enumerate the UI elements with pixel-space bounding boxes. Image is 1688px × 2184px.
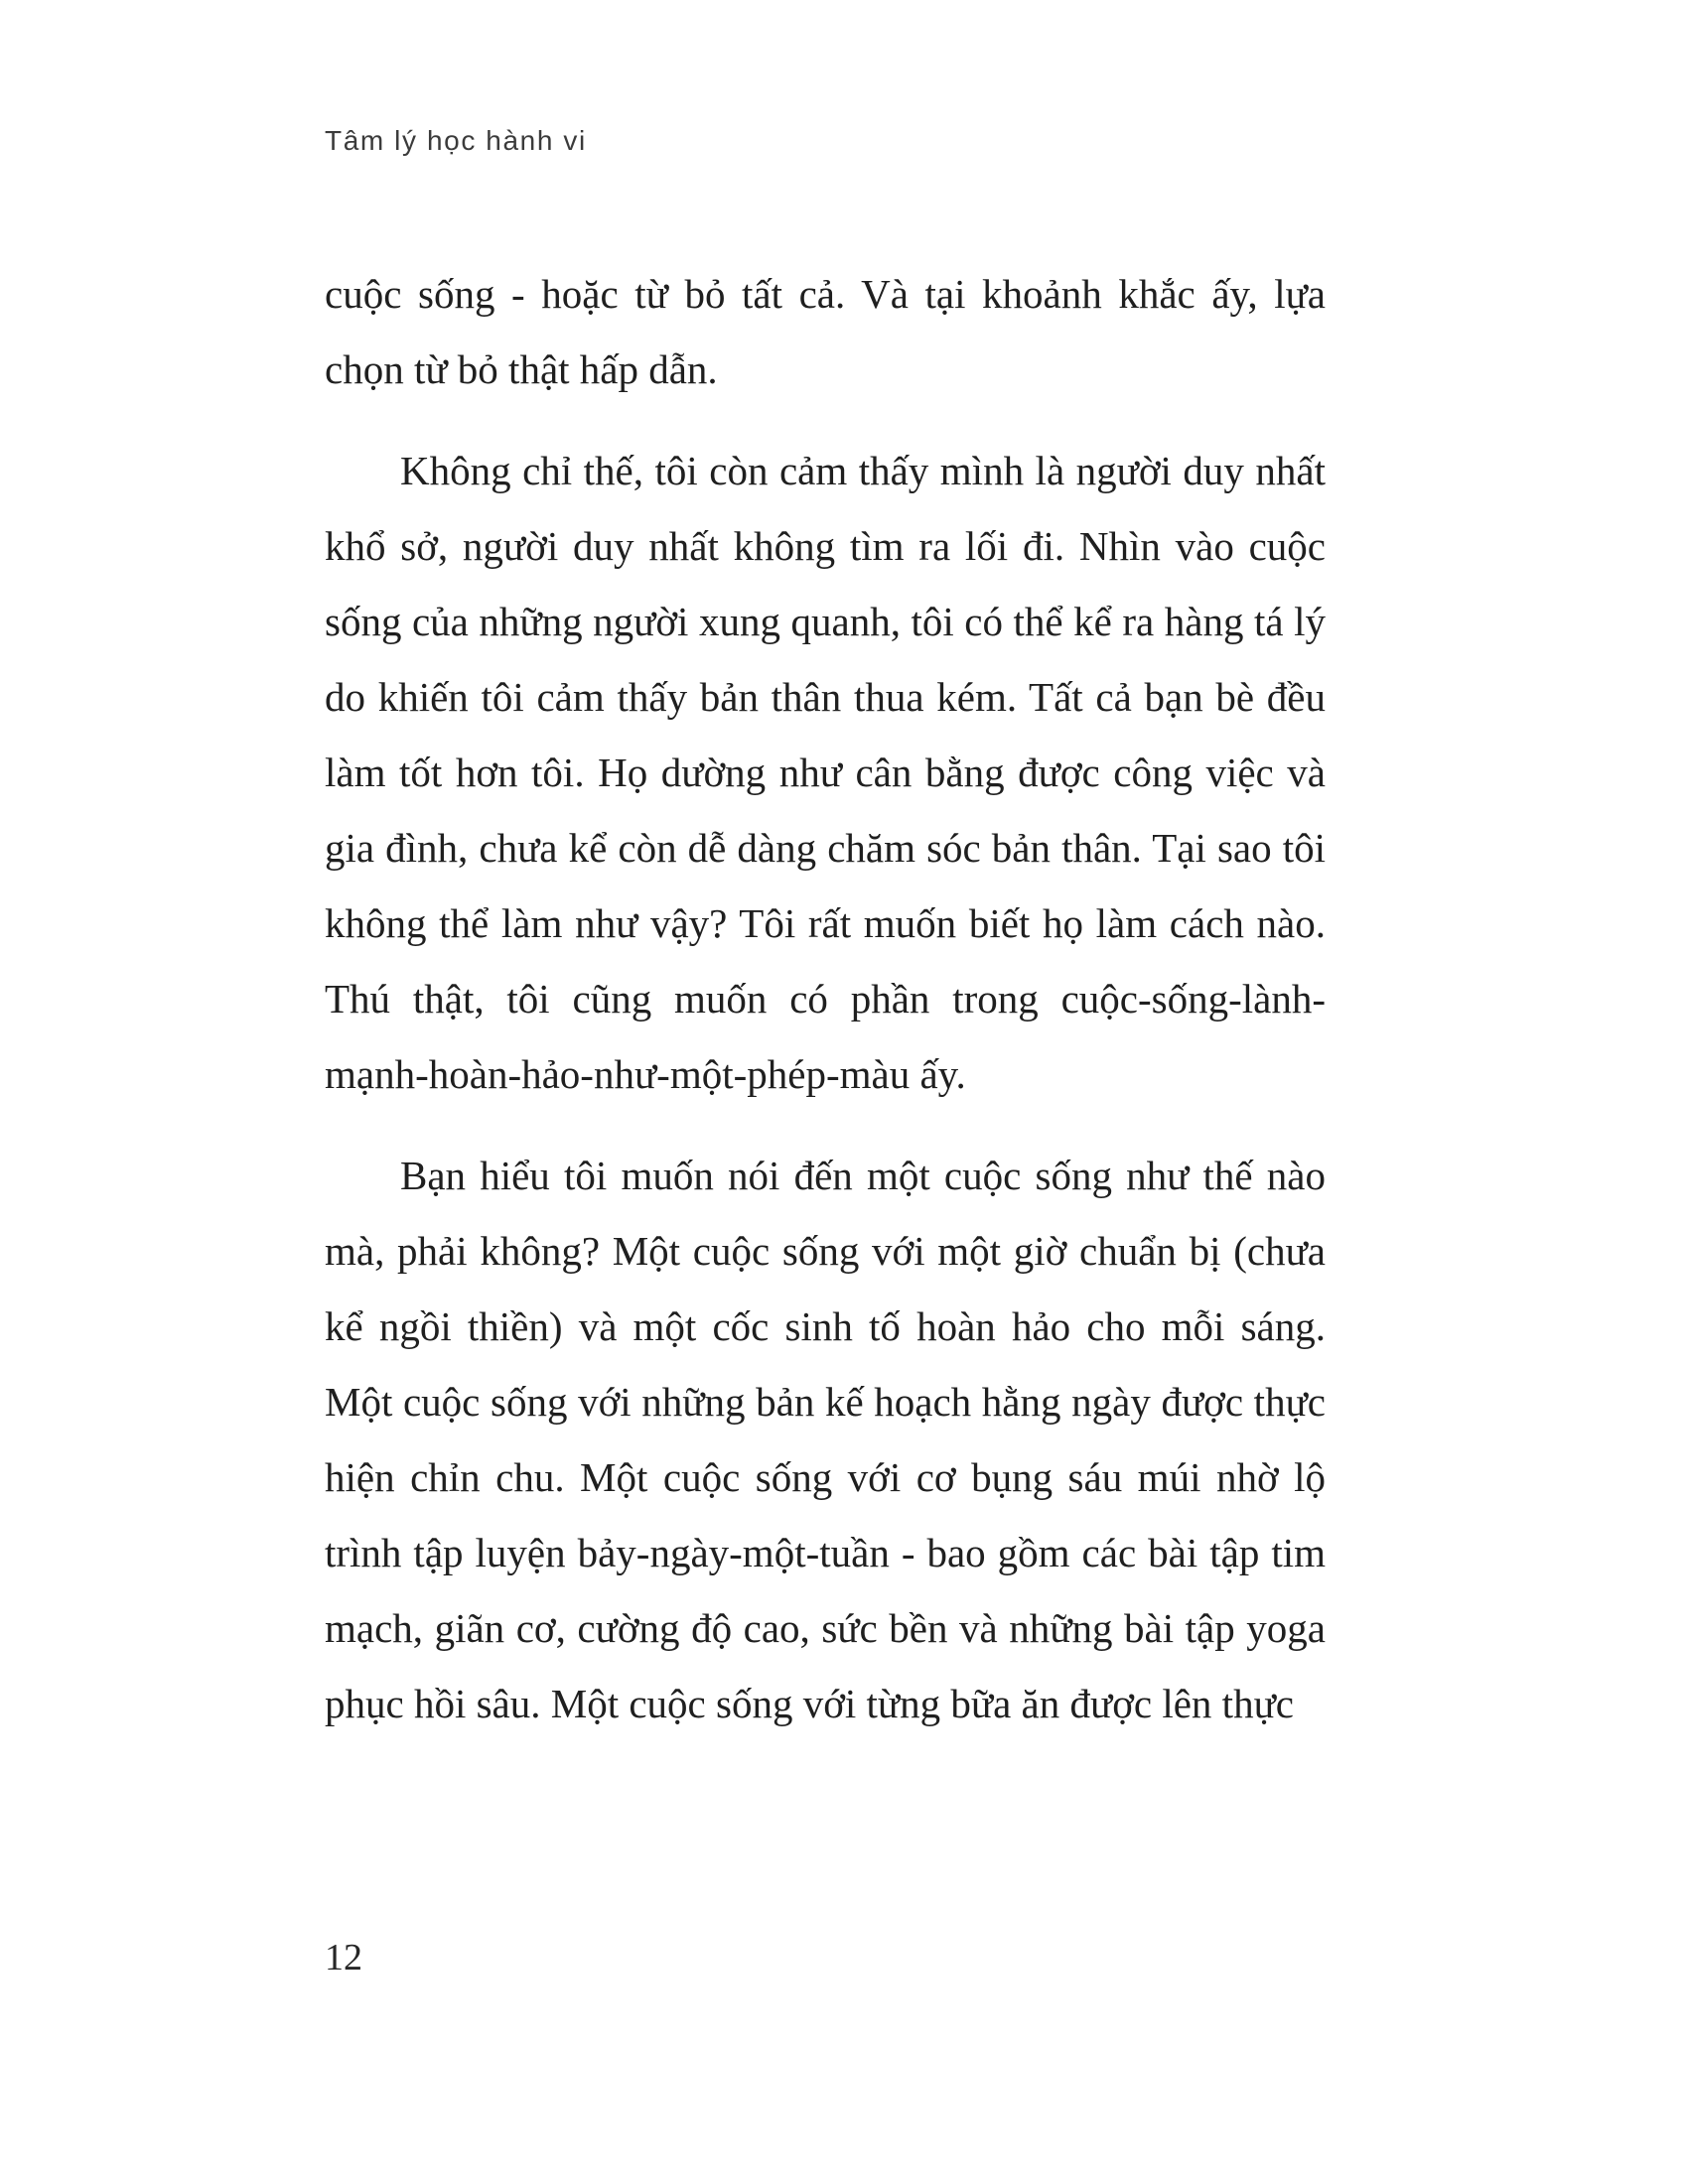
paragraph: Bạn hiểu tôi muốn nói đến một cuộc sống như thế nào mà, phải không? Một cuộc sống với một giờ chuẩn bị (chưa kể ngồi thiền) và một cốc sinh tố hoàn hảo cho mỗi sáng. Một cuộc sống với những bản kế hoạch hằng ngày được thực hiện chỉn chu. Một cuộc sống với cơ bụng sáu múi nhờ lộ trình tập luyện bảy-ngày-một-tuần - bao gồm các bài tập tim mạch, giãn cơ, cường độ cao, sức bền và những bài tập yoga phục hồi sâu. Một cuộc sống với từng bữa ăn được lên thực: [325, 1153, 1326, 1726]
body-text: [325, 256, 1326, 1741]
page-number: 12: [325, 1937, 362, 1979]
running-header: Tâm lý học hành vi: [325, 125, 587, 156]
paragraph: Không chỉ thế, tôi còn cảm thấy mình là người duy nhất khổ sở, người duy nhất không tìm ra lối đi. Nhìn vào cuộc sống của những người xung quanh, tôi có thể kể ra hàng tá lý do khiến tôi cảm thấy bản thân thua kém. Tất cả bạn bè đều làm tốt hơn tôi. Họ dường như cân bằng được công việc và gia đình, chưa kể còn dễ dàng chăm sóc bản thân. Tại sao tôi không thể làm như vậy? Tôi rất muốn biết họ làm cách nào. Thú thật, tôi cũng muốn có phần trong cuộc-sống-lành-mạnh-hoàn-hảo-như-một-phép-màu ấy.: [325, 448, 1326, 1097]
paragraph-continuation: cuộc sống - hoặc từ bỏ tất cả. Và tại khoảnh khắc ấy, lựa chọn từ bỏ thật hấp dẫn.: [325, 271, 1326, 392]
